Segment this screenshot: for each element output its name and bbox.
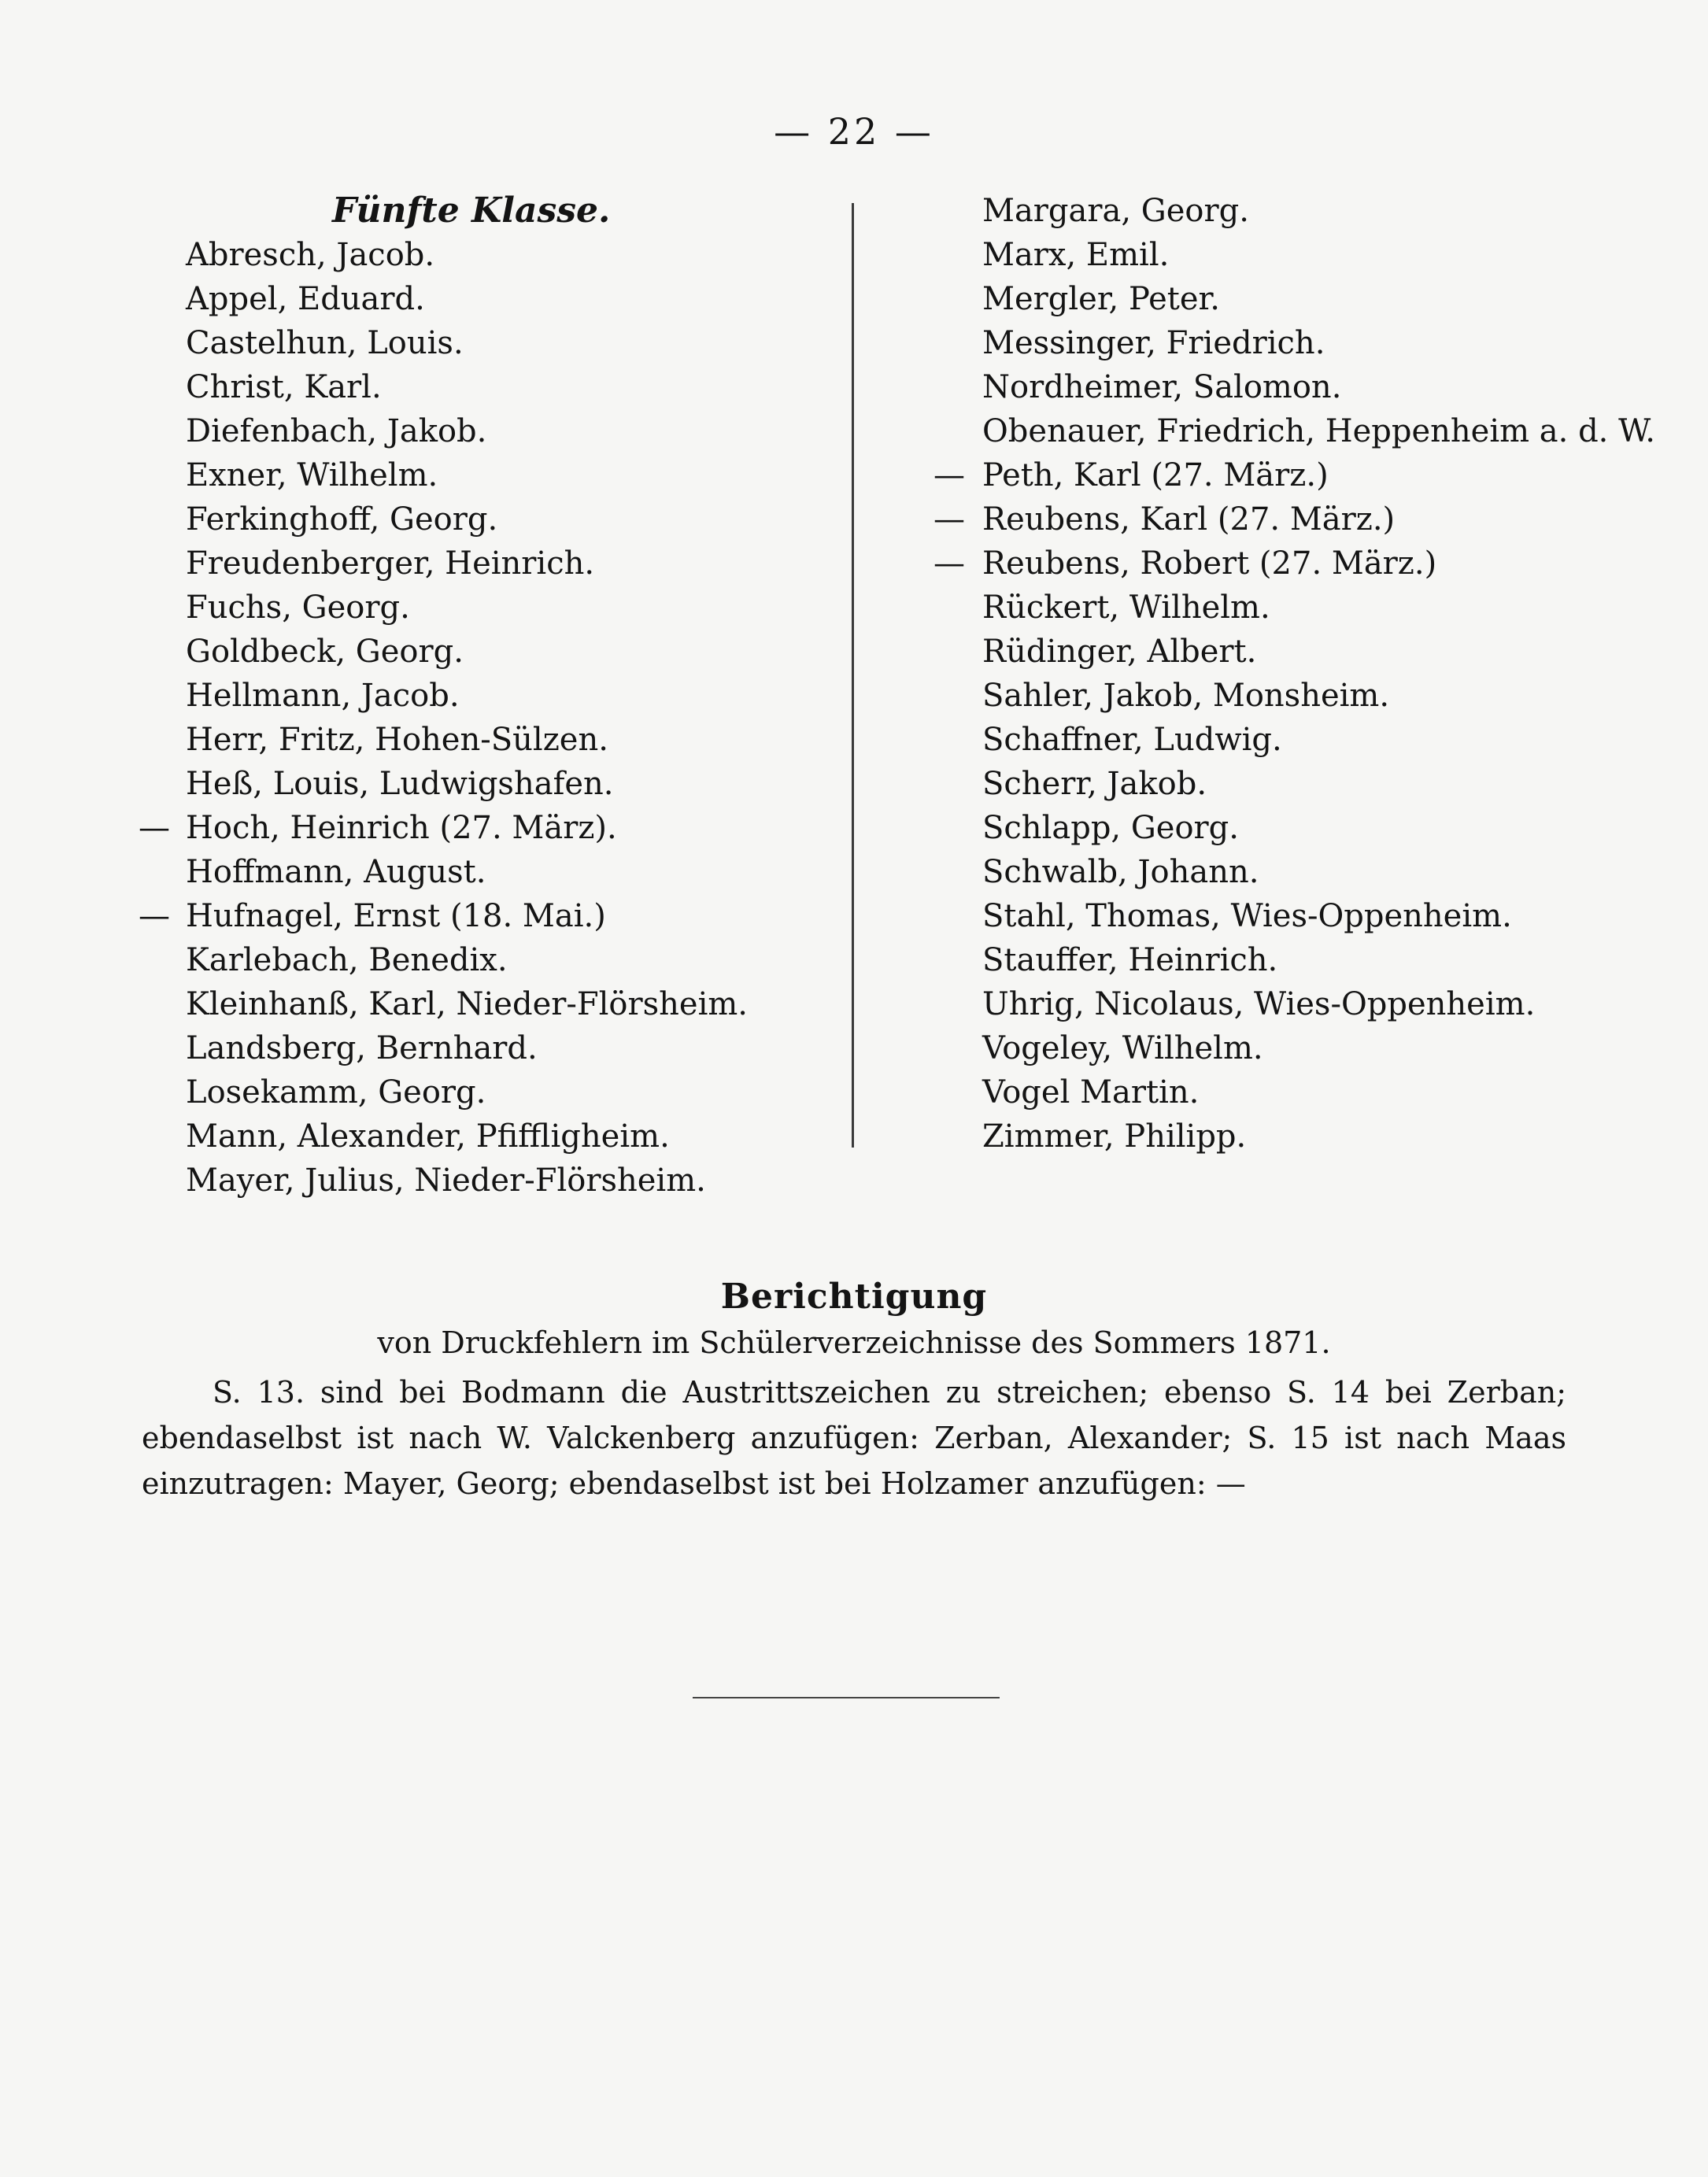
student-name: Mergler, Peter. (982, 281, 1220, 317)
list-item (982, 1026, 1580, 1070)
list-item (982, 409, 1655, 453)
list-item (186, 365, 871, 409)
student-name: Ferkinghoff, Georg. (186, 501, 498, 538)
errata-body: S. 13. sind bei Bodmann die Austrittszeichen zu streichen; ebenso S. 14 bei Zerban; ebendaselbst ist nach W. Valckenberg anzufügen: Zerban, Alexander; S. 15 ist nach Maas einzutragen: Mayer, Georg; ebendaselbst ist bei Holzamer anzufügen: — (142, 1375, 1566, 1501)
student-name: Peth, Karl (27. März.) (982, 457, 1329, 493)
list-item (982, 762, 1580, 806)
list-item (186, 762, 871, 806)
student-name: Obenauer, Friedrich, Heppenheim a. d. W. (982, 413, 1655, 449)
student-name: Schwalb, Johann. (982, 854, 1259, 890)
list-item (186, 586, 871, 630)
student-name: Hufnagel, Ernst (18. Mai.) (186, 898, 606, 934)
list-item (982, 189, 1580, 233)
student-name: Diefenbach, Jakob. (186, 413, 487, 449)
student-name: Nordheimer, Salomon. (982, 369, 1342, 405)
student-name: Hoffmann, August. (186, 854, 486, 890)
errata-title: Berichtigung (720, 1277, 988, 1317)
list-item (186, 1159, 871, 1203)
list-item (982, 365, 1580, 409)
student-name: Rüdinger, Albert. (982, 634, 1257, 670)
list-item (982, 894, 1580, 938)
student-name: Scherr, Jakob. (982, 766, 1207, 802)
student-name: Vogel Martin. (982, 1074, 1200, 1111)
student-name: Rückert, Wilhelm. (982, 590, 1270, 626)
student-name: Landsberg, Bernhard. (186, 1030, 538, 1066)
list-item (186, 409, 871, 453)
student-name: Zimmer, Philipp. (982, 1118, 1247, 1155)
student-name: Karlebach, Benedix. (186, 942, 508, 978)
student-name: Appel, Eduard. (186, 281, 425, 317)
list-item (186, 1114, 871, 1159)
withdrawal-dash: — (933, 545, 965, 582)
student-name: Mann, Alexander, Pfiffligheim. (186, 1118, 670, 1155)
section-title: Fünfte Klasse. (332, 190, 611, 231)
withdrawal-dash: — (139, 898, 170, 934)
list-item (186, 541, 871, 586)
student-name: Reubens, Karl (27. März.) (982, 501, 1396, 538)
list-item (982, 1114, 1580, 1159)
student-name: Hellmann, Jacob. (186, 678, 460, 714)
list-item (933, 541, 1580, 586)
student-name: Schlapp, Georg. (982, 810, 1239, 846)
right-entry-list (933, 189, 1655, 1159)
student-name: Goldbeck, Georg. (186, 634, 464, 670)
list-item (139, 894, 871, 938)
list-item (186, 1026, 871, 1070)
student-name: Fuchs, Georg. (186, 590, 410, 626)
list-item (186, 497, 871, 541)
student-name: Marx, Emil. (982, 237, 1170, 273)
student-name: Heß, Louis, Ludwigshafen. (186, 766, 614, 802)
student-name: Schaffner, Ludwig. (982, 722, 1282, 758)
list-item (982, 321, 1580, 365)
left-column (139, 189, 871, 1203)
student-name: Freudenberger, Heinrich. (186, 545, 595, 582)
student-name: Stahl, Thomas, Wies-Oppenheim. (982, 898, 1512, 934)
list-item (186, 630, 871, 674)
list-item (139, 806, 871, 850)
student-name: Christ, Karl. (186, 369, 382, 405)
student-name: Castelhun, Louis. (186, 325, 464, 361)
list-item (982, 277, 1580, 321)
withdrawal-dash: — (933, 501, 965, 538)
list-item (186, 674, 871, 718)
list-item (982, 982, 1580, 1026)
page-number: — 22 — (774, 110, 934, 153)
student-name: Hoch, Heinrich (27. März). (186, 810, 617, 846)
student-name: Losekamm, Georg. (186, 1074, 486, 1111)
student-name: Messinger, Friedrich. (982, 325, 1325, 361)
list-item (982, 850, 1580, 894)
errata-subtitle: von Druckfehlern im Schülerverzeichnisse des Sommers 1871. (377, 1325, 1331, 1360)
student-name: Abresch, Jacob. (186, 237, 435, 273)
student-name: Herr, Fritz, Hohen-Sülzen. (186, 722, 608, 758)
student-name: Stauffer, Heinrich. (982, 942, 1278, 978)
list-item (186, 982, 871, 1026)
student-name: Uhrig, Nicolaus, Wies-Oppenheim. (982, 986, 1536, 1022)
list-item (186, 453, 871, 497)
list-item (186, 718, 871, 762)
withdrawal-dash: — (139, 810, 170, 846)
student-name: Margara, Georg. (982, 193, 1249, 229)
student-name: Reubens, Robert (27. März.) (982, 545, 1437, 582)
list-item (982, 806, 1580, 850)
list-item (982, 1070, 1580, 1114)
student-name: Mayer, Julius, Nieder-Flörsheim. (186, 1162, 706, 1199)
list-item (982, 233, 1580, 277)
list-item (982, 718, 1580, 762)
left-entry-list (139, 233, 871, 1203)
right-column (933, 189, 1655, 1159)
student-name: Exner, Wilhelm. (186, 457, 438, 493)
list-item (186, 938, 871, 982)
horizontal-rule (693, 1697, 1000, 1698)
list-item (186, 850, 871, 894)
student-name: Vogeley, Wilhelm. (982, 1030, 1263, 1066)
errata-section (142, 1275, 1566, 1506)
list-item (186, 321, 871, 365)
list-item (933, 497, 1580, 541)
withdrawal-dash: — (933, 457, 965, 493)
list-item (933, 453, 1580, 497)
list-item (982, 938, 1580, 982)
student-name: Kleinhanß, Karl, Nieder-Flörsheim. (186, 986, 749, 1022)
list-item (186, 233, 871, 277)
list-item (982, 674, 1580, 718)
student-name: Sahler, Jakob, Monsheim. (982, 678, 1390, 714)
list-item (186, 277, 871, 321)
list-item (186, 1070, 871, 1114)
list-item (982, 586, 1580, 630)
list-item (982, 630, 1580, 674)
